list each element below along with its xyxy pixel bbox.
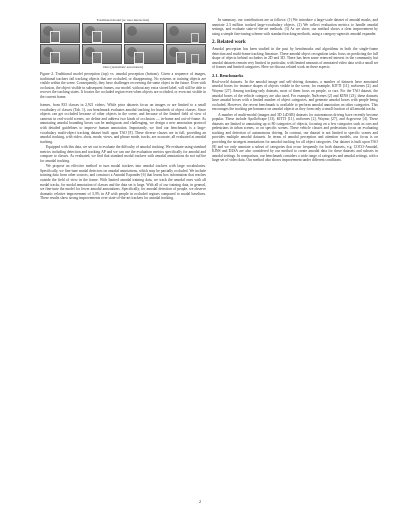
paragraph: Amodal perception has been studied in the past by benchmarks and algorithms in both the single-frame detection and multi-frame tracking literature. These amodal object recognition tasks focus on predicting the full shape of objects behind occluders in 2D and 3D. There has been some renewed interest in the community but amodal datasets remain very limited, in particular, with limited amounts of annotated video data with a small set of frames and limited categories. Here we discuss related work on these aspects. <box>212 47 378 70</box>
figure-row-bottom <box>40 44 206 64</box>
paragraph: We propose an effective method to turn modal trackers into amodal trackers with large vocabularies. Specifically, we fine-tune modal detectors on amodal annotations, which may be partially occluded. We include training data from other sources, and construct a Amodal Expander [6] that learns box information that reaches outside the field of view in the frame. With limited amodal training data, we track the amodal ones with all modal tracks, for modal annotation of classes and the data set is large. With all of our training data, in general, we fine-tune the model for fewer amodal annotations. Specifically, for amodal detection of people, we observe dramatic relative improvement of 3.3% in AP with people in occluded regions compared to modal baselines. These results show strong improvements over state-of-the-art trackers for amodal tracking. <box>40 164 206 201</box>
left-body <box>40 103 206 200</box>
figure-row-top <box>40 23 206 43</box>
figure-header-top: Traditional model (w/ user interaction) <box>96 18 150 22</box>
subsection-heading: 2.1. Benchmarks <box>212 72 244 78</box>
video-frame <box>166 44 206 64</box>
video-frame <box>82 23 122 43</box>
left-column <box>40 18 206 202</box>
figure-caption: Figure 2. Traditional model perception (top) vs. amodal perception (bottom). Given a sequence of images, traditional trackers fail tracking objects that are occluded, or disappearing. No systems or training objects are visible within the scene. Consequently, they have challenges recovering the same object in the future. Even with occlusion, the object visible in subsequent frames, our model, without any extra stored label, will still be able to recover the tracking states. It locates the occluded region even when objects are occluded, or even not visible in the current frame. <box>40 72 206 99</box>
paragraph: Real-world datasets. In the amodal image and self-driving domains, a number of datasets have annotated amodal boxes for instance shapes of objects visible in the scene, for example, KITTI [11], nuScenes [2], and Waymo [27]. Among tracking-only datasets, most of them focus on people, or cars. For the TAO dataset, the amodal boxes of the vehicle category are also used. For example, NuScenes [2] and KINS [23], these datasets have amodal boxes with a limited number of object categories, and generate amodal boxes with people being occluded. However, the recent benchmark is available to perform amodal annotation on other categories. This encourages the tracking performance on amodal objects as they form only a small fraction of all amodal tracks. <box>212 79 378 112</box>
video-frame <box>82 44 122 64</box>
paragraph: A number of multi-modal (images and 3D LiDAR) datasets for autonomous driving have recently become popular. These include ApolloScape [13], KITTI [11], nuScenes [2], Waymo [27], and Argoverse [4]. These datasets are limited to annotating up to 80 categories of objects, focusing on a few categories such as cars and pedestrians in urban scenes, or on specific scenes. These vehicle classes and pedestrians focus on evaluating tracking and detection of autonomous driving. In contrast, our dataset is not limited to specific scenes and provides multiple amodal datasets. In terms of amodal perception and attention models, our focus is on providing the strongest annotations for amodal tracking for all object categories. Our dataset is built upon TAO [8] and we only annotate a subset of categories that occur frequently for both datasets, e.g. COCO-Amodal, KINS and D2SA are also considered by our method to create amodal data for these datasets and subsets in amodal settings. In comparison, our benchmark considers a wide range of categories and amodal settings, with a large set of video data. Our method also shows improvement under different conditions. <box>212 112 378 163</box>
paragraph: Equipped with this data, we set out to evaluate the difficulty of amodal tracking. We evaluate using standard metrics including detection and tracking AP and we can use the evaluation metrics specifically for amodal and compare to classes. As evaluated, we find that standard modal trackers with amodal annotations do not suffice for amodal tracking. <box>40 145 206 163</box>
video-frame <box>166 23 206 43</box>
video-frame <box>124 44 164 64</box>
video-frame <box>40 23 80 43</box>
page-number: 2 <box>198 499 202 504</box>
figure-header-bottom: Ours (Automatic association) <box>103 65 143 69</box>
video-frame <box>40 44 80 64</box>
section-heading: 2. Related work <box>212 40 246 46</box>
paragraph: frames, from 833 classes in 2,921 videos. While prior datasets focus on images or are limited to a small vocabulary of classes (Tab. 1), our benchmark evaluates amodal tracking for hundreds of object classes. Since objects can get occluded because of other objects in the scene, and because of the limited field of view of cameras in real-world scenes, we define and address two kinds of occlusion — in-frame and out-of-frame. As annotating amodal bounding boxes can be ambiguous and challenging, we design a new annotation protocol with detailed guidelines to improve human annotation. Importantly, we find our benchmark is a large-vocabulary multi-object tracking dataset built upon TAO [8]. These diverse classes are in full, providing an amodal tracking, with video, shots, mode, views, and phrase mode, tracks, are accurate, all evaluated at amodal tracking. <box>40 103 206 144</box>
video-frame <box>124 23 164 43</box>
figure-2 <box>40 18 206 99</box>
right-column <box>212 18 378 164</box>
paragraph: In summary, our contributions are as follows: (1) We introduce a large-scale dataset of amodal masks, and annotate 2.3 million tracked large-vocabulary objects. (2) We collect evaluation metrics to handle amodal settings, and evaluate state-of-the-art methods. (3) As we show, our method shows a clear improvement by using a simple fine-tuning scheme with standard tracking methods, using a category-agnostic amodal expander. <box>212 18 378 36</box>
